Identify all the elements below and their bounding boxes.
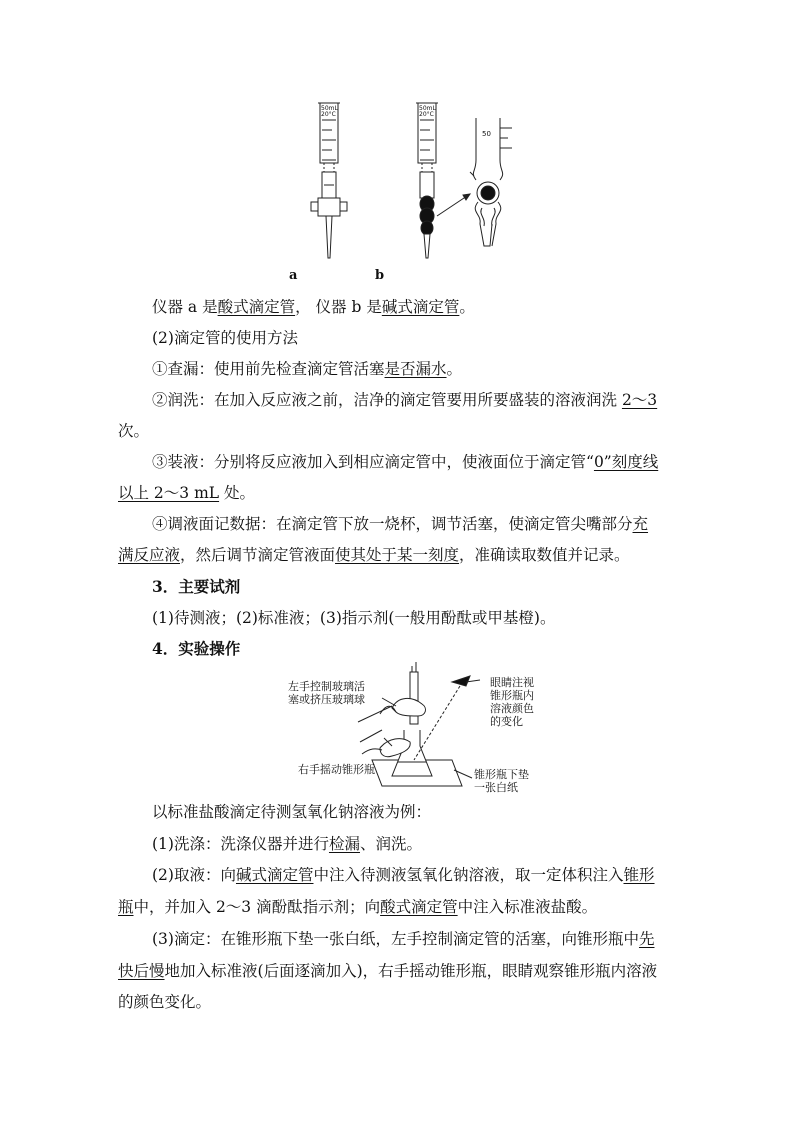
text-line-9: 满反应液，然后调节滴定管液面使其处于某一刻度，准确读取数值并记录。 (118, 546, 630, 564)
magnified-scale-50: 50 (482, 130, 491, 138)
text-line-16: 瓶中，并加入 2～3 滴酚酞指示剂；向酸式滴定管中注入标准液盐酸。 (118, 898, 598, 916)
text-line-3: ①查漏：使用前先检查滴定管活塞是否漏水。 (152, 360, 463, 378)
text-line-13: 以标准盐酸滴定待测氢氧化钠溶液为例： (152, 803, 432, 821)
caption-right-hand: 右手摇动锥形瓶 (298, 763, 375, 776)
text-line-15: (2)取液：向碱式滴定管中注入待测液氢氧化钠溶液，取一定体积注入锥形 (152, 866, 655, 884)
caption-eyes: 眼睛注视 锥形瓶内 溶液颜色 的变化 (490, 676, 534, 728)
text-line-17: (3)滴定：在锥形瓶下垫一张白纸，左手控制滴定管的活塞，向锥形瓶中先 (152, 930, 655, 948)
text-line-11: (1)待测液；(2)标准液；(3)指示剂(一般用酚酞或甲基橙)。 (152, 609, 556, 627)
section-heading-3: 3．主要试剂 (152, 577, 241, 596)
text-line-6: ③装液：分别将反应液加入到相应滴定管中，使液面位于滴定管“0”刻度线 (152, 453, 659, 471)
eye-icon (452, 676, 470, 686)
figure-label-b: b (375, 268, 385, 283)
text-line-2: (2)滴定管的使用方法 (152, 329, 298, 347)
text-line-19: 的颜色变化。 (118, 993, 212, 1011)
text-line-1: 仪器 a 是酸式滴定管， 仪器 b 是碱式滴定管。 (152, 298, 475, 316)
burette-scale-text-b: 50mL 20°C (419, 105, 436, 118)
text-line-7: 以上 2～3 mL 处。 (118, 484, 256, 502)
caption-white-paper: 锥形瓶下垫 一张白纸 (474, 768, 529, 794)
text-line-4: ②润洗：在加入反应液之前，洁净的滴定管要用所要盛装的溶液润洗 2～3 (152, 391, 658, 409)
left-hand (392, 698, 425, 716)
text-line-14: (1)洗涤：洗涤仪器并进行检漏、润洗。 (152, 835, 422, 853)
burette-scale-text-a: 50mL 20°C (321, 105, 338, 118)
text-line-18: 快后慢地加入标准液(后面逐滴加入)，右手摇动锥形瓶，眼睛观察锥形瓶内溶液 (118, 962, 658, 980)
text-line-5: 次。 (118, 422, 150, 440)
text-line-8: ④调液面记数据：在滴定管下放一烧杯，调节活塞，使滴定管尖嘴部分充 (152, 515, 649, 533)
caption-left-hand: 左手控制玻璃活 塞或挤压玻璃球 (288, 680, 365, 706)
figure-label-a: a (289, 268, 298, 283)
section-heading-4: 4．实验操作 (152, 639, 241, 658)
